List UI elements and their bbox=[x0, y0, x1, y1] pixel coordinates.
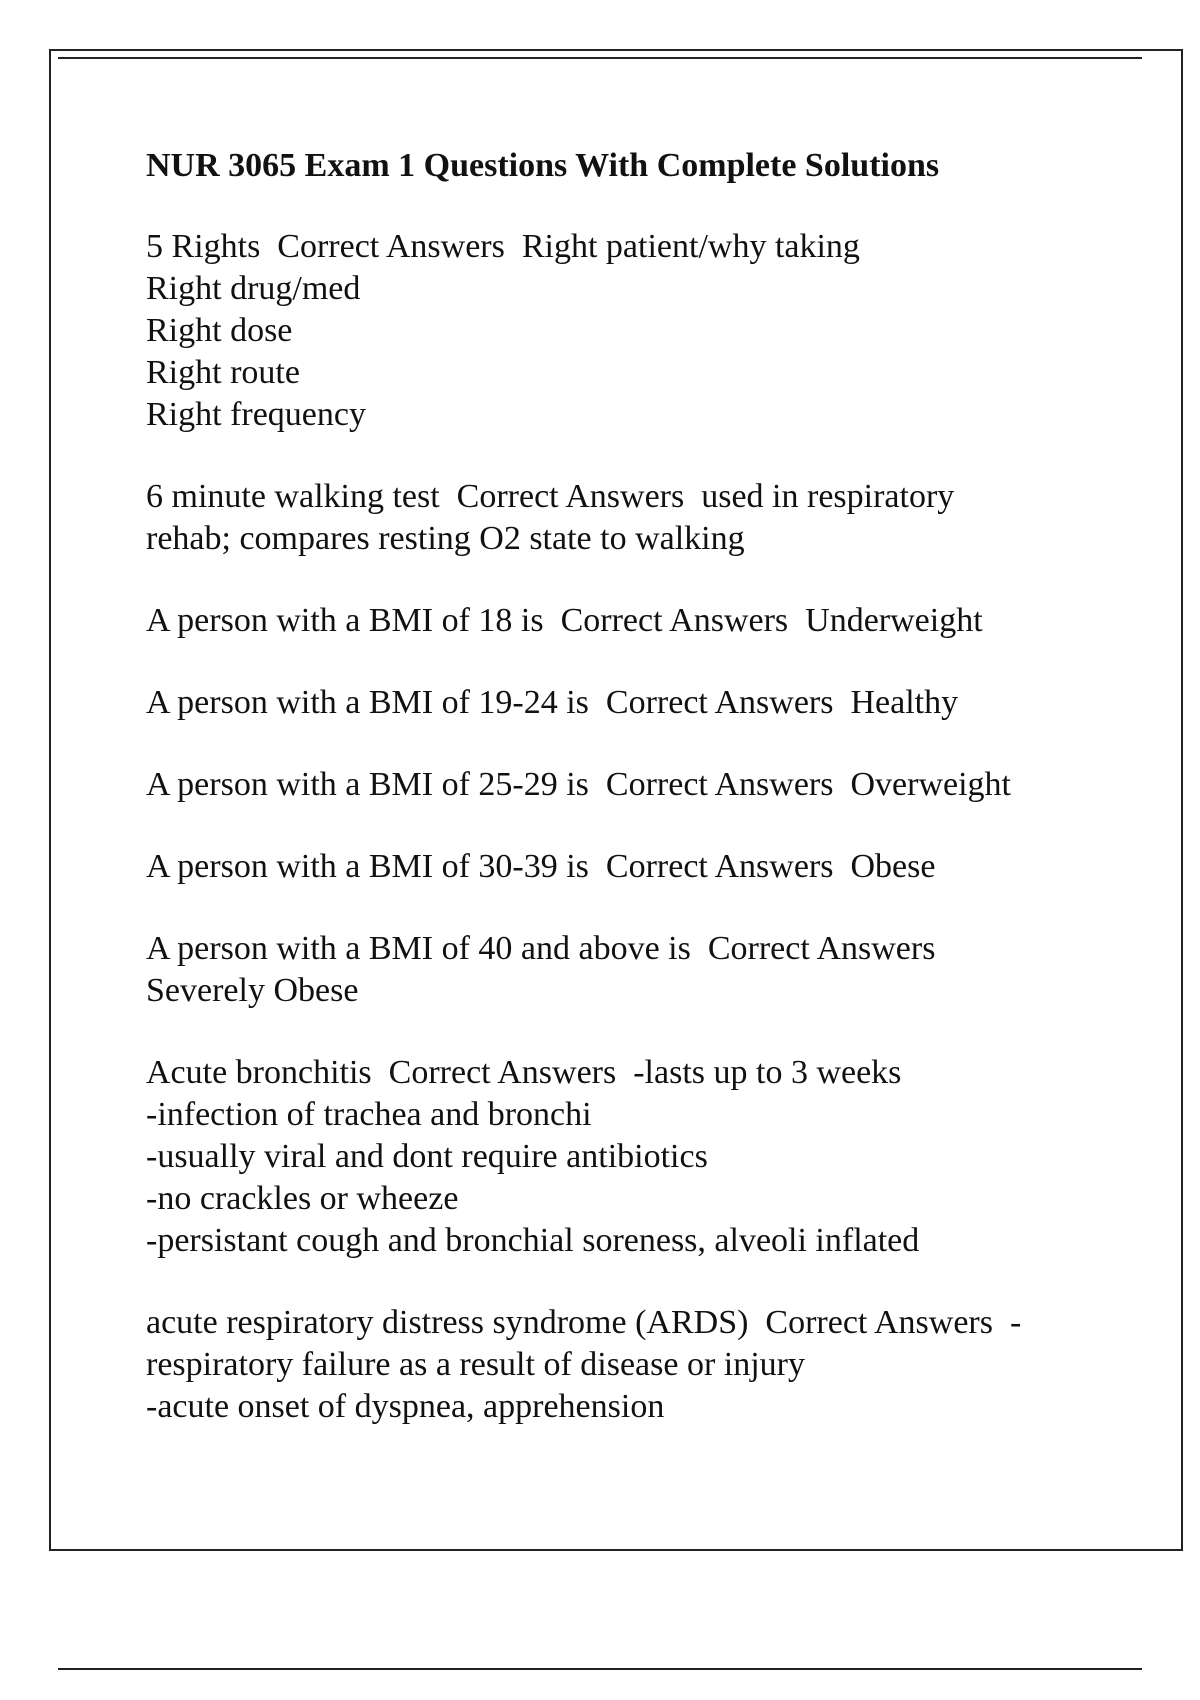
top-rule bbox=[58, 57, 1142, 59]
entry-line: respiratory failure as a result of disease or injury bbox=[146, 1346, 805, 1383]
entry-bmi-18 bbox=[146, 600, 1106, 642]
entry-line: A person with a BMI of 25-29 is Correct Answers Overweight bbox=[146, 766, 1011, 803]
entry-5-rights bbox=[146, 226, 1106, 436]
entry-line: -acute onset of dyspnea, apprehension bbox=[146, 1388, 665, 1425]
entry-line: rehab; compares resting O2 state to walking bbox=[146, 520, 745, 557]
entry-line: Right route bbox=[146, 354, 300, 391]
entry-line: Acute bronchitis Correct Answers -lasts up to 3 weeks bbox=[146, 1054, 902, 1091]
entry-line: -persistant cough and bronchial soreness, alveoli inflated bbox=[146, 1222, 920, 1259]
entry-line: A person with a BMI of 19-24 is Correct Answers Healthy bbox=[146, 684, 959, 721]
entry-acute-bronchitis bbox=[146, 1052, 1106, 1262]
bottom-rule bbox=[58, 1668, 1142, 1670]
entry-6-minute-walking-test bbox=[146, 476, 1106, 560]
entry-line: Right frequency bbox=[146, 396, 366, 433]
entry-line: A person with a BMI of 18 is Correct Answers Underweight bbox=[146, 602, 983, 639]
entry-line: Right dose bbox=[146, 312, 293, 349]
entry-line: -usually viral and dont require antibiotics bbox=[146, 1138, 708, 1175]
entry-line: 6 minute walking test Correct Answers used in respiratory bbox=[146, 478, 955, 515]
entry-bmi-30-39 bbox=[146, 846, 1106, 888]
document-content bbox=[146, 144, 1106, 1468]
entry-line: A person with a BMI of 40 and above is Correct Answers bbox=[146, 930, 936, 967]
entry-line: -infection of trachea and bronchi bbox=[146, 1096, 592, 1133]
entry-bmi-40-above bbox=[146, 928, 1106, 1012]
entry-ards bbox=[146, 1302, 1106, 1428]
entry-bmi-25-29 bbox=[146, 764, 1106, 806]
entry-line: 5 Rights Correct Answers Right patient/why taking bbox=[146, 228, 860, 265]
entry-line: Severely Obese bbox=[146, 972, 359, 1009]
entry-line: acute respiratory distress syndrome (ARDS) Correct Answers - bbox=[146, 1304, 1022, 1341]
document-title: NUR 3065 Exam 1 Questions With Complete Solutions bbox=[146, 147, 940, 184]
entry-bmi-19-24 bbox=[146, 682, 1106, 724]
entry-line: Right drug/med bbox=[146, 270, 361, 307]
entry-line: -no crackles or wheeze bbox=[146, 1180, 459, 1217]
entry-line: A person with a BMI of 30-39 is Correct Answers Obese bbox=[146, 848, 936, 885]
